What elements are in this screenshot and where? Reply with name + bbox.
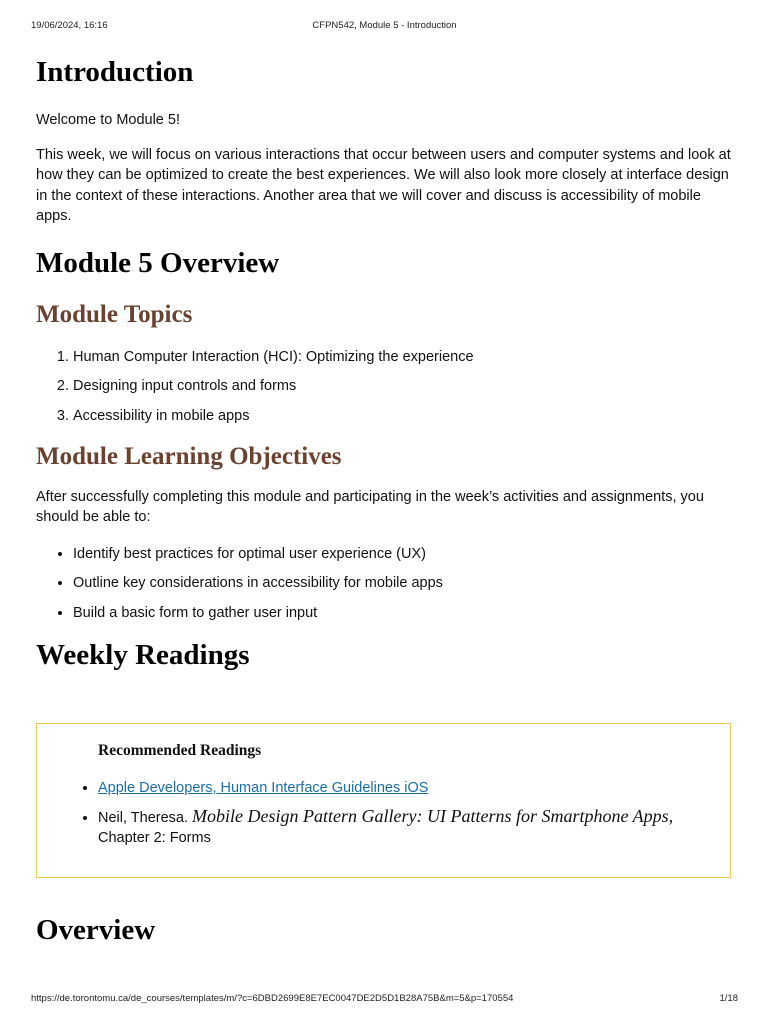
intro-paragraph: This week, we will focus on various interactions that occur between users and computer systems and look at how they can be optimized to create the best experiences. We will also look more closely at interface design in the context of these interactions. Another area that we will cover and discuss is accessibility of mobile apps. [36, 146, 731, 224]
apple-hig-link[interactable]: Apple Developers, Human Interface Guidelines iOS [98, 780, 429, 796]
main-content [36, 52, 734, 673]
heading-module-topics: Module Topics [36, 300, 193, 328]
list-item [98, 778, 688, 798]
list-item: 2. Designing input controls and forms [73, 376, 734, 396]
print-footer [31, 993, 738, 1005]
list-item: • Build a basic form to gather user input [73, 603, 734, 623]
topics-list [36, 347, 734, 426]
list-item: 3. Accessibility in mobile apps [73, 406, 734, 426]
readings-list [61, 778, 688, 856]
page-number: 1/18 [719, 993, 738, 1004]
heading-overview: Overview [36, 914, 156, 946]
list-item: • Identify best practices for optimal user experience (UX) [73, 544, 734, 564]
list-item: 1. Human Computer Interaction (HCI): Optimizing the experience [73, 347, 734, 367]
heading-learning-objectives: Module Learning Objectives [36, 442, 342, 470]
book-chapter: Chapter 2: Forms [98, 830, 211, 846]
book-title: Mobile Design Pattern Gallery: UI Patterns for Smartphone Apps, [192, 806, 674, 826]
heading-module-overview: Module 5 Overview [36, 246, 280, 279]
heading-introduction: Introduction [36, 56, 194, 88]
print-header [31, 20, 738, 32]
print-page-title: CFPN542, Module 5 - Introduction [312, 20, 457, 31]
list-item: • Outline key considerations in accessibility for mobile apps [73, 573, 734, 593]
heading-weekly-readings: Weekly Readings [36, 638, 250, 671]
objectives-intro: After successfully completing this module and participating in the week’s activities and assignments, you should be able to: [36, 488, 704, 525]
print-url: https://de.torontomu.ca/de_courses/templates/m/?c=6DBD2699E8E7EC0047DE2D5D1B28A75B&m=5&p=170554 [31, 993, 514, 1004]
recommended-readings-title: Recommended Readings [98, 742, 262, 759]
book-author: Neil, Theresa. [98, 810, 188, 826]
recommended-readings-box [36, 723, 731, 878]
objectives-list [36, 544, 734, 623]
welcome-text: Welcome to Module 5! [36, 112, 180, 128]
list-item [98, 806, 688, 848]
print-date: 19/06/2024, 16:16 [31, 20, 108, 31]
